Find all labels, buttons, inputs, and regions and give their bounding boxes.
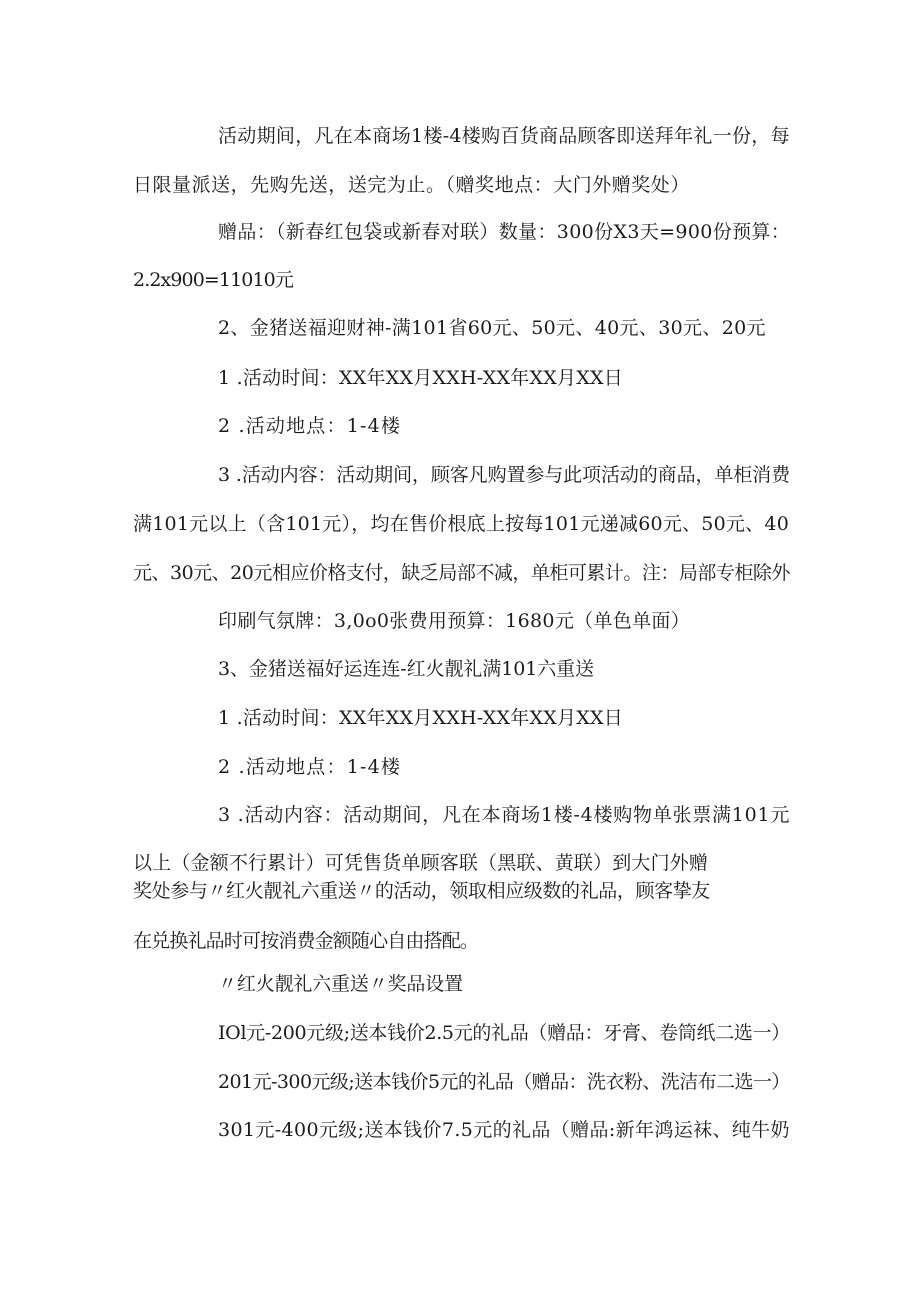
text-line: 2 .活动地点：1-4楼 <box>218 756 402 778</box>
text-line: 日限量派送，先购先送，送完为止。（赠奖地点：大门外赠奖处） <box>133 174 690 196</box>
text-line: 奖处参与〃红火靓礼六重送〃的活动，领取相应级数的礼品，顾客挚友 <box>133 880 710 902</box>
text-line: 201元-300元级;送本钱价5元的礼品（赠品：洗衣粉、洗洁布二选一） <box>218 1071 790 1093</box>
text-line: 〃红火靓礼六重送〃奖品设置 <box>218 973 463 995</box>
text-line: 以上（金额不行累计）可凭售货单顾客联（黑联、黄联）到大门外赠 <box>133 852 709 874</box>
text-line: 1 .活动时间：XX年XX月XXH-XX年XX月XX日 <box>218 367 624 389</box>
text-line: IOl元-200元级;送本钱价2.5元的礼品（赠品：牙膏、卷筒纸二选一） <box>218 1022 790 1044</box>
text-line: 2.2x900=11010元 <box>133 269 293 291</box>
text-line: 3 .活动内容：活动期间，凡在本商场1楼-4楼购物单张票满101元 <box>218 804 791 826</box>
text-line: 满101元以上（含101元），均在售价根底上按每101元递减60元、50元、40 <box>133 513 790 535</box>
text-line: 1 .活动时间：XX年XX月XXH-XX年XX月XX日 <box>218 707 624 729</box>
text-line: 2、金猪送福迎财神-满101省60元、50元、40元、30元、20元 <box>218 317 766 339</box>
text-line: 活动期间，凡在本商场1楼-4楼购百货商品顾客即送拜年礼一份，每 <box>218 125 790 147</box>
text-line: 元、30元、20元相应价格支付，缺乏局部不减，单柜可累计。注：局部专柜除外 <box>133 562 790 584</box>
text-line: 印刷气氛牌：3,0o0张费用预算：1680元（单色单面） <box>218 610 691 632</box>
text-line: 赠品：（新春红包袋或新春对联）数量：300份X3天=900份预算： <box>218 221 791 243</box>
text-line: 2 .活动地点：1-4楼 <box>218 415 402 437</box>
text-line: 3 .活动内容：活动期间，顾客凡购置参与此项活动的商品，单柜消费 <box>218 464 790 486</box>
text-line: 301元-400元级;送本钱价7.5元的礼品（赠品:新年鸿运袜、纯牛奶 <box>218 1119 790 1141</box>
text-line: 在兑换礼品时可按消费金额随心自由搭配。 <box>133 930 479 952</box>
text-line: 3、金猪送福好运连连-红火靓礼满101六重送 <box>218 658 595 680</box>
